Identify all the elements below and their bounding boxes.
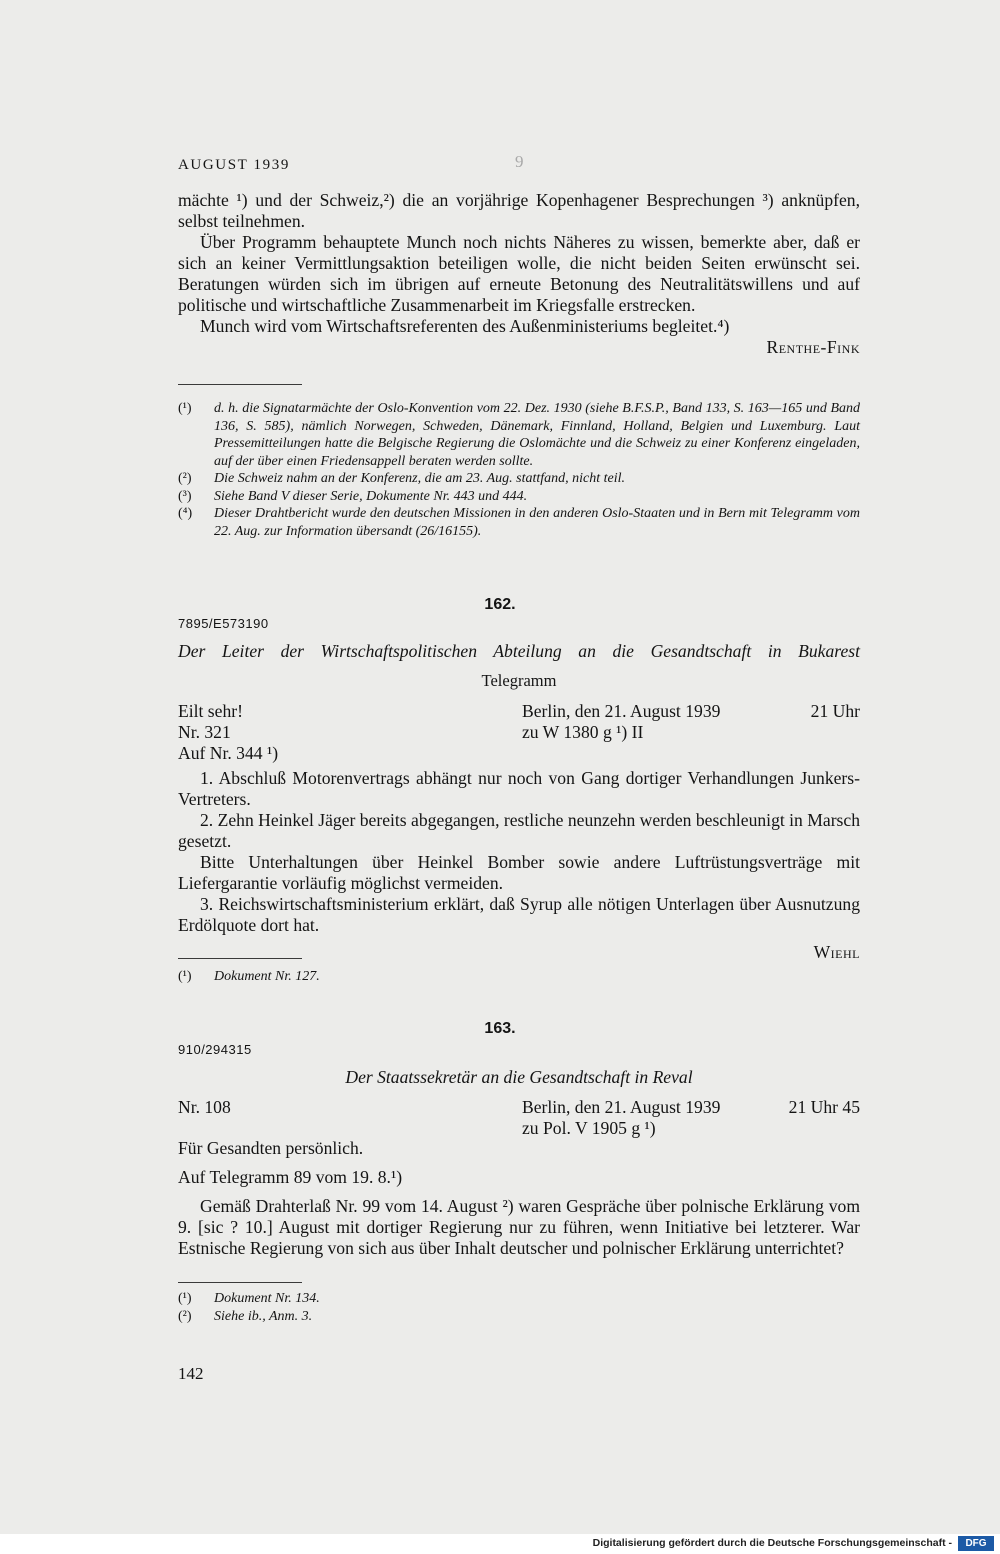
- document-type: Telegramm: [481, 671, 557, 690]
- footnote-rule: [178, 958, 302, 959]
- document-number: 162.: [484, 596, 516, 613]
- document-number: 163.: [484, 1020, 516, 1037]
- text-line: Für Gesandten persönlich.: [178, 1138, 364, 1158]
- footnote: (²) Siehe ib., Anm. 3.: [178, 1308, 313, 1324]
- telegram-header-left: Nr. 108: [178, 1097, 231, 1117]
- signature: Wiehl: [813, 942, 860, 962]
- telegram-header-right: Berlin, den 21. August 1939 21 Uhr zu W 1380 g ¹) II: [522, 701, 860, 742]
- continuation-text: [178, 190, 860, 358]
- footnotes-163: [178, 1290, 860, 1325]
- funding-credit: Digitalisierung gefördert durch die Deutsche Forschungsgemeinschaft -: [592, 1537, 952, 1549]
- footer-bar: [0, 1534, 1000, 1554]
- paragraph: 2. Zehn Heinkel Jäger bereits abgegangen, restliche neunzehn werden beschleunigt in Marsch gesetzt.: [178, 810, 861, 851]
- paragraph: Gemäß Drahterlaß Nr. 99 vom 14. August ²) waren Gespräche über polnische Erklärung vom 9. [sic ? 10.] August mit dortiger Regierung nur zu führen, wenn Initiative bei letzterer. War Estnische Regierung von sich aus über Inhalt deutscher und polnischer Erklärung unterrichtet?: [178, 1196, 860, 1258]
- paragraph: 1. Abschluß Motorenvertrags abhängt nur noch von Gang dortiger Verhandlungen Junkers-Vertreters.: [178, 768, 860, 809]
- footnote: (²) Die Schweiz nahm an der Konferenz, die am 23. Aug. stattfand, nicht teil.: [178, 471, 626, 486]
- paragraph: Munch wird vom Wirtschaftsreferenten des Außenministeriums begleitet.⁴): [200, 316, 730, 336]
- paragraph: Bitte Unterhaltungen über Heinkel Bomber sowie andere Luftrüstungsverträge mit Liefergarantie vorläufig möglichst vermeiden.: [178, 852, 860, 893]
- footnote-rule: [178, 384, 302, 385]
- footnotes-162: [178, 968, 860, 986]
- dfg-logo-icon: DFG: [958, 1536, 994, 1551]
- running-head: AUGUST 1939: [178, 157, 290, 173]
- document-body: [178, 1138, 860, 1259]
- footnotes-top: [178, 400, 860, 540]
- telegram-header-right: Berlin, den 21. August 1939 21 Uhr 45 zu Pol. V 1905 g ¹): [522, 1097, 860, 1138]
- document-reference: 910/294315: [178, 1042, 252, 1057]
- page-number: 142: [178, 1364, 204, 1383]
- paragraph: 3. Reichswirtschaftsministerium erklärt, daß Syrup alle nötigen Unterlagen über Ausnutzung Erdölquote dort hat.: [178, 894, 860, 935]
- margin-mark: 9: [515, 152, 524, 171]
- paragraph: mächte ¹) und der Schweiz,²) die an vorjährige Kopenhagener Besprechungen ³) anknüpfen, selbst teilnehmen.: [178, 190, 860, 231]
- paragraph: Über Programm behauptete Munch noch nichts Näheres zu wissen, bemerkte aber, daß er sich an keiner Vermittlungsaktion beteiligen wolle, die nicht beiden Seiten erwünscht sei. Beratungen würden sich im übrigen auf erneute Betonung des Neutralitätswillens und auf politische und wirtschaftliche Zusammenarbeit im Kriegsfalle erstrecken.: [178, 232, 860, 315]
- document-title: Der Staatssekretär an die Gesandtschaft in Reval: [345, 1067, 693, 1087]
- footnote: (¹) d. h. die Signatarmächte der Oslo-Konvention vom 22. Dez. 1930 (siehe B.F.S.P., Band 133, S. 163—165 und Band 136, S. 585), nämlich Norwegen, Schweden, Dänemark, Finnland, Holland, Belgien und Luxemburg. Laut Pressemitteilungen hatte die Belgische Regierung die Oslomächte und die Schweiz zu einer Konferenz eingeladen, auf der über einen Friedensappell beraten werden sollte.: [178, 401, 860, 469]
- footnote-rule: [178, 1282, 302, 1283]
- footnote: (¹) Dokument Nr. 134.: [178, 1291, 320, 1306]
- telegram-header-left: Eilt sehr! Nr. 321 Auf Nr. 344 ¹): [178, 701, 279, 763]
- signature: Renthe-Fink: [766, 337, 860, 357]
- text-line: Auf Telegramm 89 vom 19. 8.¹): [178, 1167, 403, 1187]
- footnote: (⁴) Dieser Drahtbericht wurde den deutschen Missionen in den anderen Oslo-Staaten und in Bern mit Telegramm vom 22. Aug. zur Information übersandt (26/16155).: [178, 506, 860, 539]
- document-reference: 7895/E573190: [178, 616, 269, 631]
- document-title: Der Leiter der Wirtschaftspolitischen Abteilung an die Gesandtschaft in Bukarest: [178, 641, 860, 661]
- footnote: (¹) Dokument Nr. 127.: [178, 969, 320, 984]
- document-body: [178, 768, 860, 963]
- footnote: (³) Siehe Band V dieser Serie, Dokumente Nr. 443 und 444.: [178, 488, 528, 504]
